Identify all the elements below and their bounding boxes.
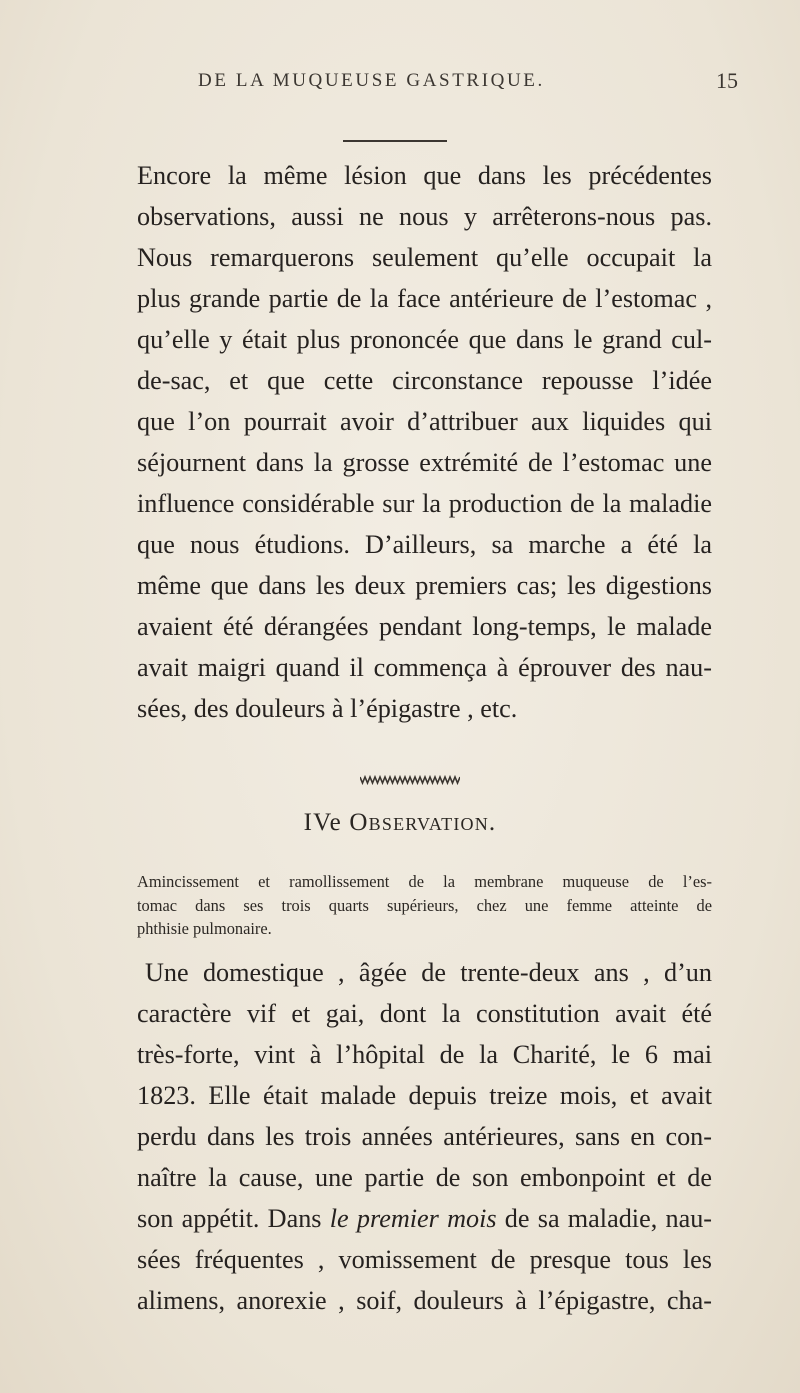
text-line: que nous étudions. D’ailleurs, sa marche a été la [137, 530, 712, 559]
text-fragment: de sa maladie, nau- [504, 1204, 713, 1233]
summary-line: Amincissement et ramollissement de la membrane muqueuse de l’es- [137, 872, 712, 891]
section-heading [0, 809, 800, 837]
text-line: séjournent dans la grosse extrémité de l’estomac une [137, 448, 712, 477]
text-line: de-sac, et que cette circonstance repousse l’idée [137, 366, 712, 395]
running-head [0, 66, 800, 100]
ornament-zigzag-icon [360, 774, 460, 786]
observation-title: Observation. [349, 809, 497, 836]
text-line: Nous remarquerons seulement qu’elle occupait la [137, 243, 712, 272]
text-line: avaient été dérangées pendant long-temps, le malade [137, 612, 712, 641]
text-fragment: son appétit. Dans [137, 1204, 322, 1233]
text-line: plus grande partie de la face antérieure de l’estomac , [137, 284, 712, 313]
italic-phrase: le premier mois [329, 1204, 497, 1233]
case-summary [137, 870, 712, 941]
text-line: qu’elle y était plus prononcée que dans le grand cul- [137, 325, 712, 354]
text-line: même que dans les deux premiers cas; les digestions [137, 571, 712, 600]
summary-line: phthisie pulmonaire. [137, 919, 272, 938]
text-line: naître la cause, une partie de son embonpoint et de [137, 1163, 712, 1192]
text-line: Encore la même lésion que dans les précédentes [137, 161, 712, 190]
text-line: observations, aussi ne nous y arrêterons-nous pas. [137, 202, 712, 231]
text-line: influence considérable sur la production de la maladie [137, 489, 712, 518]
case-paragraph [137, 952, 712, 1321]
summary-line: tomac dans ses trois quarts supérieurs, chez une femme atteinte de [137, 895, 712, 915]
text-line: alimens, anorexie , soif, douleurs à l’épigastre, cha- [137, 1286, 712, 1315]
text-line-with-italic [137, 1198, 712, 1239]
text-line: Une domestique , âgée de trente-deux ans , d’un [145, 958, 712, 987]
text-line: perdu dans les trois années antérieures, sans en con- [137, 1122, 712, 1151]
observation-number: IVe [303, 809, 342, 836]
text-line: sées fréquentes , vomissement de presque tous les [137, 1245, 712, 1274]
paragraph-continued [137, 155, 712, 729]
page-number: 15 [716, 68, 738, 93]
text-line: sées, des douleurs à l’épigastre , etc. [137, 694, 518, 723]
running-title: DE LA MUQUEUSE GASTRIQUE. [198, 70, 545, 91]
ornamental-divider [360, 774, 460, 786]
text-line: 1823. Elle était malade depuis treize mois, et avait [137, 1081, 712, 1110]
text-line: caractère vif et gai, dont la constitution avait été [137, 999, 712, 1028]
text-line: très-forte, vint à l’hôpital de la Charité, le 6 mai [137, 1040, 712, 1069]
text-line: avait maigri quand il commença à éprouver des nau- [137, 653, 712, 682]
header-rule [343, 140, 447, 142]
text-line: que l’on pourrait avoir d’attribuer aux liquides qui [137, 407, 712, 436]
